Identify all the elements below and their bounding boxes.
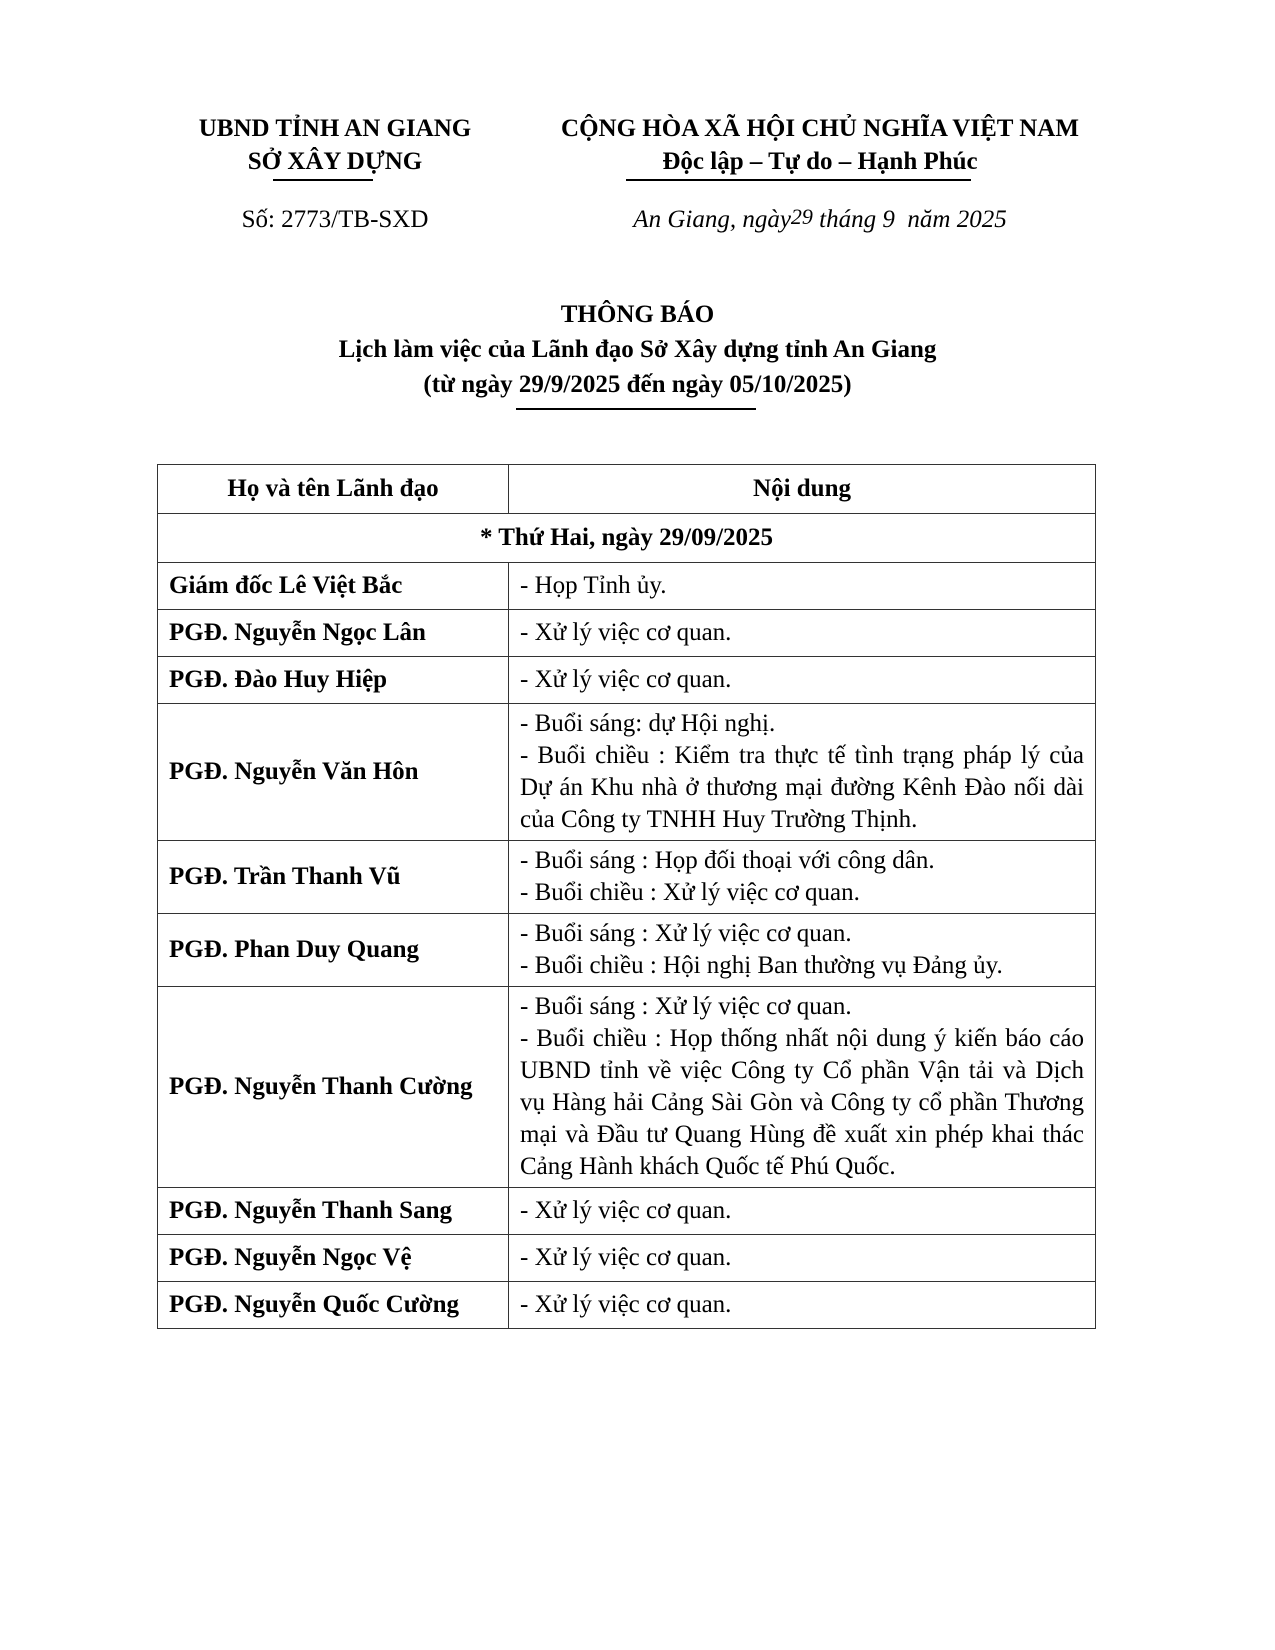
- leader-name: PGĐ. Phan Duy Quang: [158, 914, 509, 987]
- schedule-line: - Buổi chiều : Kiểm tra thực tế tình trạng pháp lý của Dự án Khu nhà ở thương mại đường Kênh Đào nối dài của Công ty TNHH Huy Trường Thịnh.: [520, 742, 1084, 833]
- schedule-content: [509, 914, 1096, 987]
- document-number: Số: 2773/TB-SXD: [241, 206, 429, 233]
- day-row: [158, 514, 1096, 563]
- table-row: [158, 1188, 1096, 1235]
- leader-name: PGĐ. Nguyễn Thanh Cường: [158, 987, 509, 1188]
- national-heading: [520, 112, 1120, 178]
- leader-name: PGĐ. Đào Huy Hiệp: [158, 657, 509, 704]
- schedule-line: - Buổi sáng : Xử lý việc cơ quan.: [520, 920, 852, 947]
- table-row: [158, 1282, 1096, 1329]
- motto-underline: [626, 179, 971, 181]
- schedule-line: - Buổi chiều : Xử lý việc cơ quan.: [520, 879, 860, 906]
- schedule-line: - Buổi sáng : Xử lý việc cơ quan.: [520, 993, 852, 1020]
- agency-province: UBND TỈNH AN GIANG: [198, 115, 472, 142]
- schedule-line: - Buổi sáng: dự Hội nghị.: [520, 710, 776, 737]
- schedule-line: - Buổi chiều : Họp thống nhất nội dung ý kiến báo cáo UBND tỉnh về việc Công ty Cổ phần Vận tải và Dịch vụ Hàng hải Cảng Sài Gòn và Công ty cổ phần Thương mại và Đầu tư Quang Hùng đề xuất xin phép khai thác Cảng Hành khách Quốc tế Phú Quốc.: [520, 1025, 1084, 1180]
- schedule-content: [509, 610, 1096, 657]
- schedule-content: [509, 563, 1096, 610]
- notice-heading: THÔNG BÁO: [560, 301, 715, 328]
- table-row: [158, 987, 1096, 1188]
- date-month: 9: [882, 206, 895, 233]
- day-label: * Thứ Hai, ngày 29/09/2025: [158, 514, 1096, 563]
- schedule-line: - Buổi sáng : Họp đối thoại với công dân.: [520, 847, 935, 874]
- column-header-content: Nội dung: [509, 465, 1096, 514]
- agency-underline: [273, 179, 373, 181]
- table-row: [158, 1235, 1096, 1282]
- schedule-line: - Xử lý việc cơ quan.: [520, 1197, 732, 1224]
- schedule-line: - Họp Tỉnh ủy.: [520, 572, 667, 599]
- schedule-line: - Buổi chiều : Hội nghị Ban thường vụ Đảng ủy.: [520, 952, 1003, 979]
- date-year: 2025: [956, 206, 1007, 233]
- nation-name: CỘNG HÒA XÃ HỘI CHỦ NGHĨA VIỆT NAM: [561, 115, 1079, 142]
- table-row: [158, 704, 1096, 841]
- notice-subject: Lịch làm việc của Lãnh đạo Sở Xây dựng tỉnh An Giang: [338, 336, 937, 363]
- schedule-line: - Xử lý việc cơ quan.: [520, 1291, 732, 1318]
- notice-period: (từ ngày 29/9/2025 đến ngày 05/10/2025): [423, 371, 852, 398]
- table-header-row: [158, 465, 1096, 514]
- date-day: 29: [790, 204, 813, 229]
- schedule-content: [509, 1235, 1096, 1282]
- date-prefix: An Giang, ngày: [633, 206, 791, 233]
- leader-name: PGĐ. Nguyễn Ngọc Vệ: [158, 1235, 509, 1282]
- table-row: [158, 610, 1096, 657]
- date-month-label: tháng: [819, 206, 877, 233]
- schedule-line: - Xử lý việc cơ quan.: [520, 666, 732, 693]
- date-year-label: năm: [907, 206, 951, 233]
- leader-name: Giám đốc Lê Việt Bắc: [158, 563, 509, 610]
- leader-name: PGĐ. Nguyễn Quốc Cường: [158, 1282, 509, 1329]
- schedule-table: [157, 464, 1096, 1329]
- schedule-content: [509, 657, 1096, 704]
- title-underline: [516, 408, 756, 410]
- column-header-name: Họ và tên Lãnh đạo: [158, 465, 509, 514]
- agency-department: SỞ XÂY DỰNG: [247, 148, 423, 175]
- leader-name: PGĐ. Nguyễn Ngọc Lân: [158, 610, 509, 657]
- schedule-content: [509, 1282, 1096, 1329]
- table-row: [158, 657, 1096, 704]
- table-row: [158, 563, 1096, 610]
- document-date: [520, 206, 1120, 234]
- notice-title: [0, 297, 1275, 402]
- schedule-content: [509, 1188, 1096, 1235]
- schedule-line: - Xử lý việc cơ quan.: [520, 1244, 732, 1271]
- issuing-agency: [170, 112, 500, 178]
- leader-name: PGĐ. Nguyễn Thanh Sang: [158, 1188, 509, 1235]
- leader-name: PGĐ. Nguyễn Văn Hôn: [158, 704, 509, 841]
- nation-motto: Độc lập – Tự do – Hạnh Phúc: [662, 148, 978, 175]
- leader-name: PGĐ. Trần Thanh Vũ: [158, 841, 509, 914]
- schedule-content: [509, 987, 1096, 1188]
- schedule-line: - Xử lý việc cơ quan.: [520, 619, 732, 646]
- schedule-content: [509, 704, 1096, 841]
- table-row: [158, 841, 1096, 914]
- table-row: [158, 914, 1096, 987]
- schedule-content: [509, 841, 1096, 914]
